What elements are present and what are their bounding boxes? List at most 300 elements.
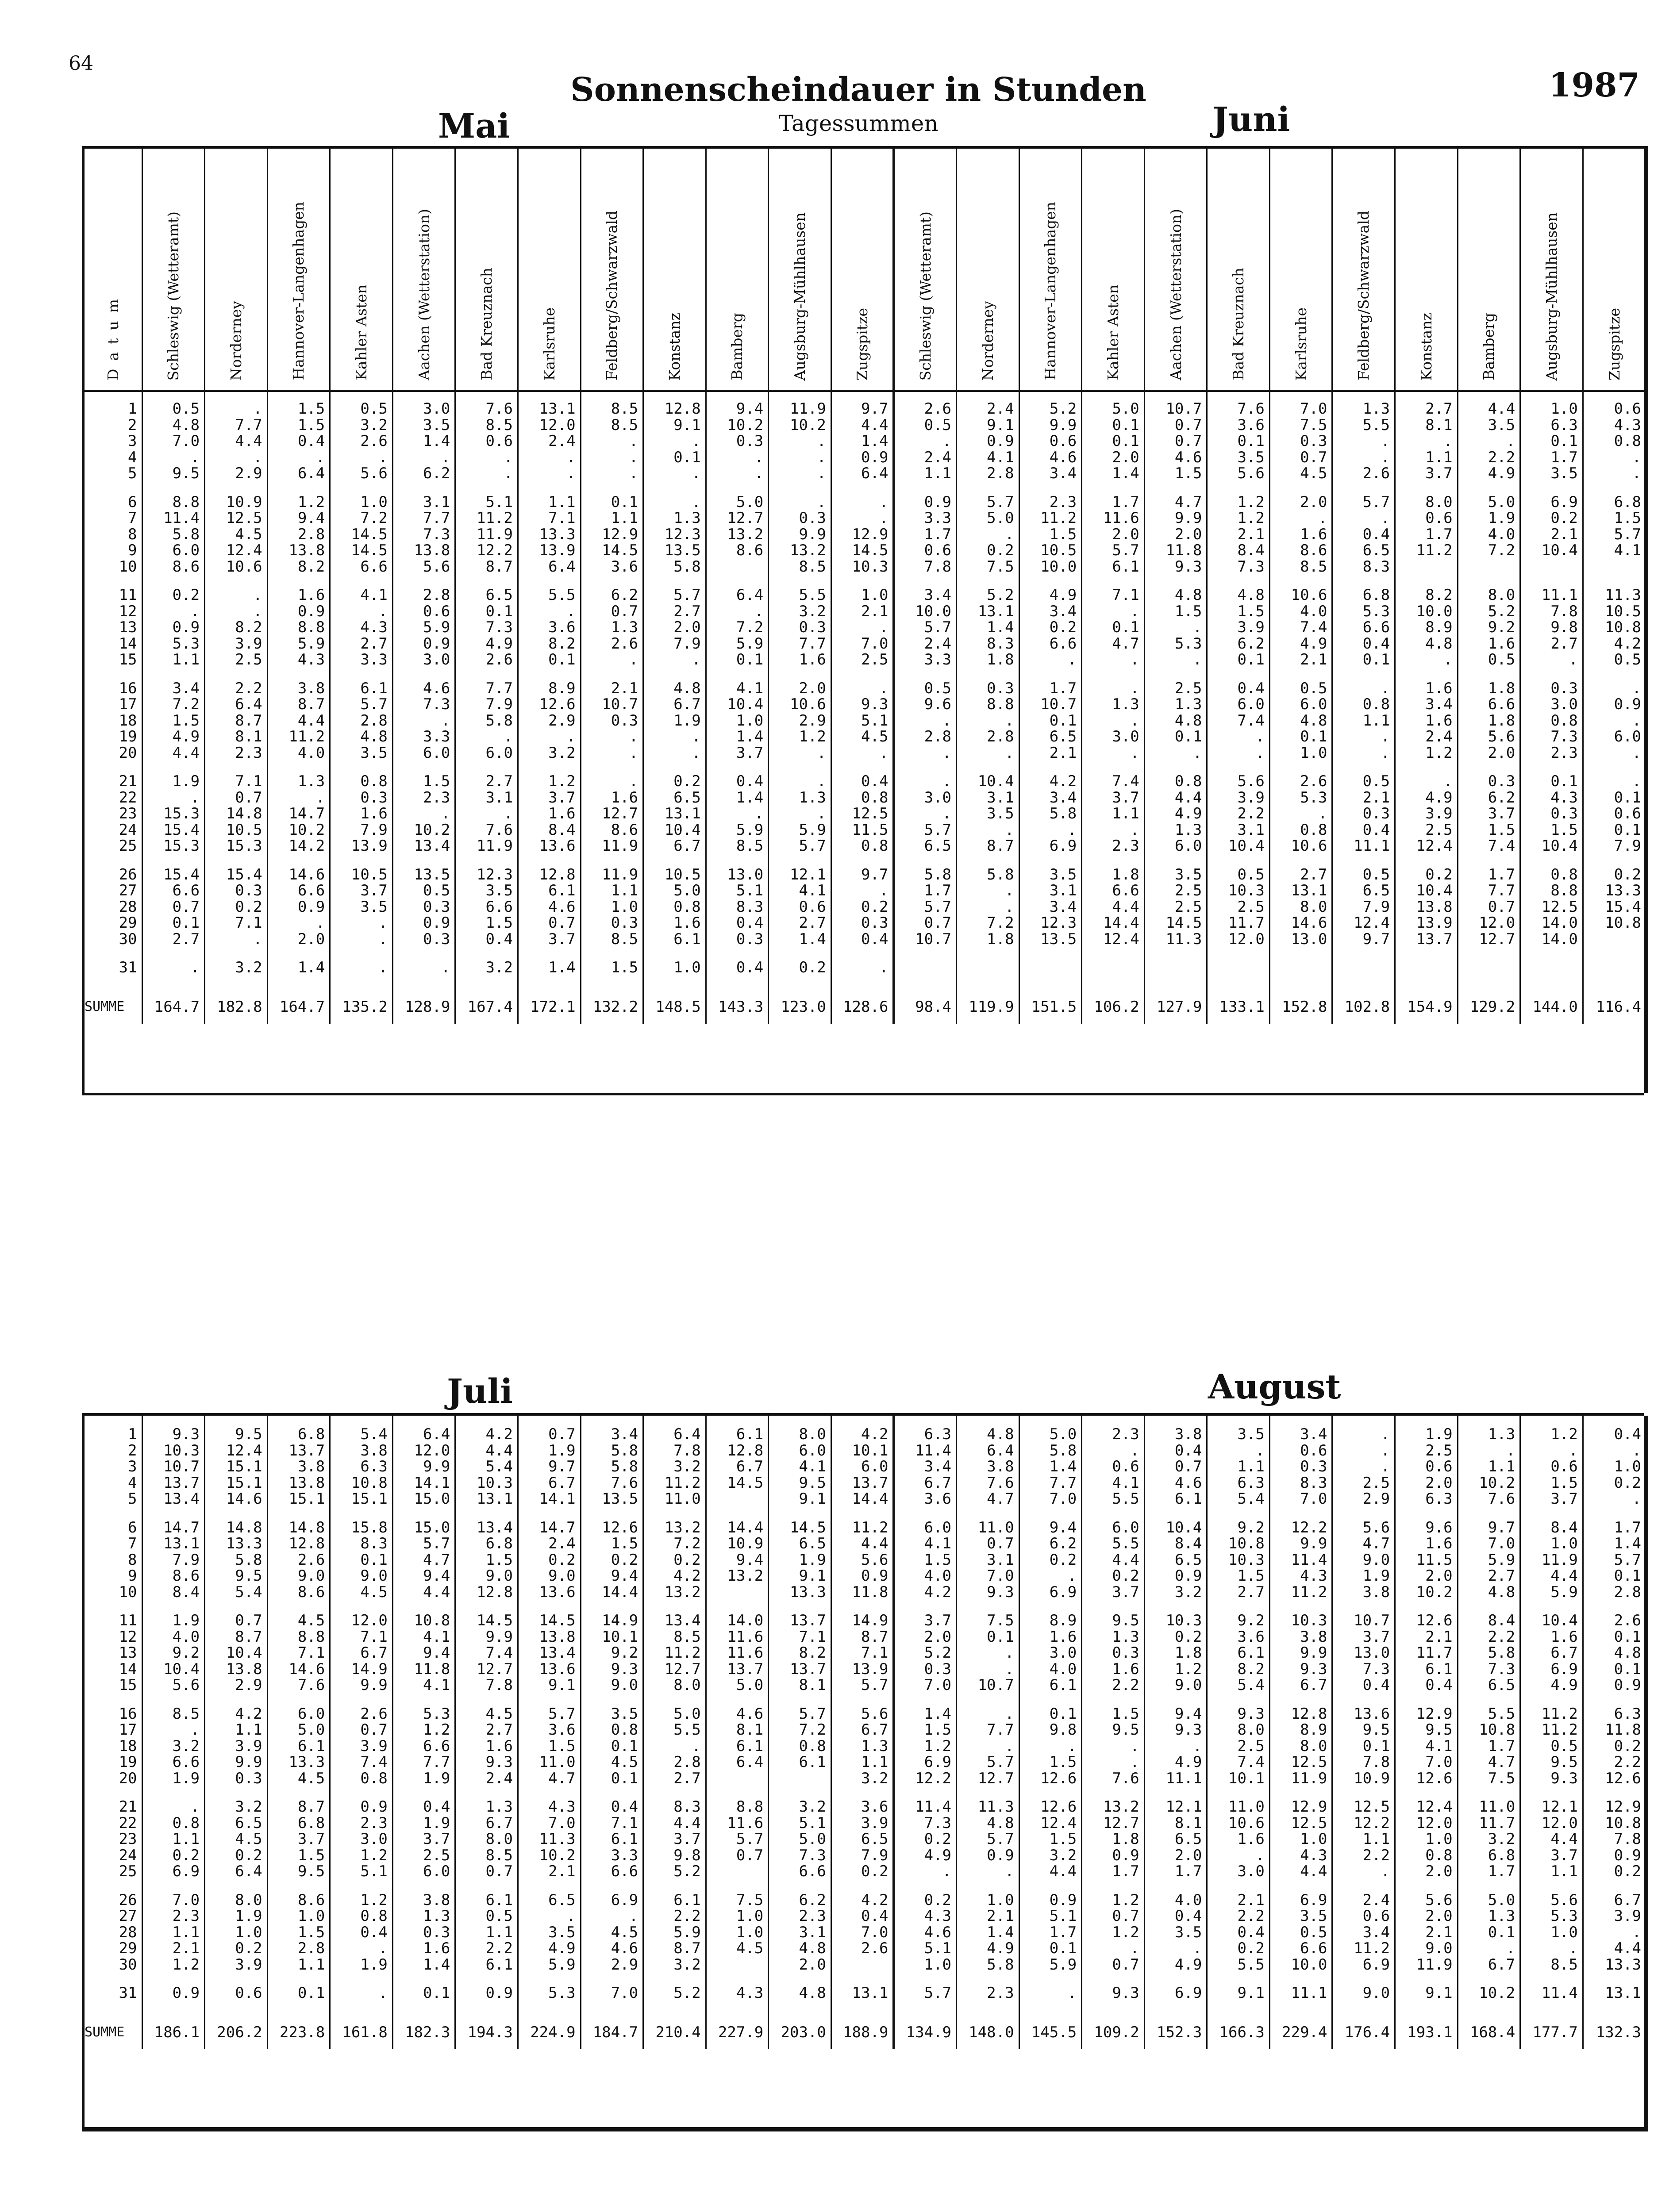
daily-values: . 3.0 . 5.7 6.5 (894, 761, 957, 854)
daily-values: 0.4 7.1 6.1 3.3 6.6 (581, 1786, 643, 1880)
daily-values: 3.5 2.5 2.5 14.5 11.3 (1144, 854, 1207, 948)
daily-values: 9.3 8.0 2.5 7.4 10.1 (1207, 1694, 1270, 1787)
daily-values: 4.8 1.5 . 5.3 . (1144, 575, 1207, 668)
monthly-sum: 176.4 (1332, 2001, 1395, 2050)
monthly-sum: 184.7 (581, 2001, 643, 2050)
daily-values: 7.5 1.0 1.0 4.5 (706, 1880, 769, 1973)
daily-values: 12.6 2.1 11.7 6.1 0.4 (1395, 1600, 1458, 1694)
monthly-sum: 128.9 (392, 976, 455, 1024)
daily-values: 4.6 8.1 6.1 6.4 (706, 1694, 769, 1787)
station-column-header (267, 149, 330, 391)
daily-values: 13.7 7.1 8.2 13.7 8.1 (769, 1600, 831, 1694)
daily-values: 2.6 0.5 . 2.4 1.1 (894, 391, 957, 482)
daily-values: 7.5 0.1 . . 10.7 (957, 1600, 1019, 1694)
daily-values: 1.0 2.1 1.4 4.9 5.8 (957, 1880, 1019, 1973)
daily-values: 3.5 0.8 0.1 4.5 0.1 (581, 1694, 643, 1787)
day-group-row (85, 1417, 1646, 1507)
station-name: Hannover-Langenhagen (290, 202, 308, 380)
daily-values: 12.9 9.5 4.1 7.0 12.6 (1395, 1694, 1458, 1787)
daily-values: 10.3 3.8 9.9 9.3 6.7 (1269, 1600, 1332, 1694)
daily-values: 4.6 7.3 . 3.3 6.0 (392, 668, 455, 761)
blank-band (82, 1093, 1648, 1416)
date-column-header (85, 149, 142, 391)
station-column-header (643, 149, 706, 391)
daily-values: 9.7 4.4 1.4 0.9 6.4 (831, 391, 894, 482)
daily-values: 5.5 3.2 0.3 7.7 1.6 (769, 575, 831, 668)
daily-values: 5.7 (894, 1973, 957, 2001)
daily-values: 6.9 3.5 0.5 6.6 10.0 (1269, 1880, 1332, 1973)
daily-values: 3.2 (205, 947, 268, 976)
daily-values: 4.8 6.7 1.9 . . (643, 668, 706, 761)
daily-values: 1.2 0.7 1.2 . 0.7 (1082, 1880, 1145, 1973)
monthly-sum: 194.3 (455, 2001, 518, 2050)
daily-values: . (1019, 1973, 1082, 2001)
day-numbers: 16 17 18 19 20 (119, 1705, 137, 1787)
daily-values (1082, 947, 1145, 976)
month-title-june: Juni (1212, 100, 1290, 139)
daily-values: 2.1 10.7 0.3 . . (581, 668, 643, 761)
daily-values: 5.1 11.2 11.9 12.2 8.7 (455, 482, 518, 575)
daily-values: 1.6 0.9 8.8 5.9 4.3 (267, 575, 330, 668)
station-name: Bad Kreuznach (1230, 268, 1247, 380)
daily-values: 9.7 7.0 5.9 2.7 4.8 (1458, 1507, 1520, 1601)
daily-values: 12.6 12.4 1.5 3.2 4.4 (1019, 1786, 1082, 1880)
day-numbers: 21 22 23 24 25 (119, 772, 137, 855)
daily-values: 9.0 (1332, 1973, 1395, 2001)
daily-values: 0.5 2.1 0.3 0.4 11.1 (1332, 761, 1395, 854)
daily-values: 14.5 13.8 13.4 13.6 9.1 (518, 1600, 581, 1694)
day-group-row (85, 575, 1646, 668)
station-column-header (957, 149, 1019, 391)
daily-values: 0.4 (706, 947, 769, 976)
daily-values: 9.3 10.3 10.7 13.7 13.4 (142, 1417, 205, 1507)
daily-values: 3.5 . 1.1 6.3 5.4 (1207, 1417, 1270, 1507)
station-column-header (142, 149, 205, 391)
daily-values: . 0.8 1.1 0.2 6.9 (142, 1786, 205, 1880)
daily-values: 2.1 2.2 0.4 0.2 5.5 (1207, 1880, 1270, 1973)
daily-values: 7.7 7.9 5.8 . 6.0 (455, 668, 518, 761)
station-column-header (205, 149, 268, 391)
day-numbers: 6 7 8 9 10 (119, 493, 137, 576)
day-numbers: 26 27 28 29 30 (119, 1891, 137, 1974)
daily-values: 6.3 11.4 3.4 6.7 3.6 (894, 1417, 957, 1507)
daily-values: 14.6 6.6 0.9 . 2.0 (267, 854, 330, 948)
daily-values (1458, 947, 1520, 976)
station-column-header (1269, 149, 1332, 391)
daily-values: 6.1 5.7 2.8 4.8 3.5 (330, 668, 393, 761)
station-name: Aachen (Wetterstation) (1167, 209, 1185, 380)
station-column-header (1207, 149, 1270, 391)
daily-values: 4.8 6.4 3.8 7.6 4.7 (957, 1417, 1019, 1507)
day-numbers: 21 22 23 24 25 (119, 1798, 137, 1880)
monthly-sum: 129.2 (1458, 976, 1520, 1024)
station-name: Bamberg (728, 313, 746, 380)
daily-values: 4.2 1.1 3.9 9.9 0.3 (205, 1694, 268, 1787)
day-group-row (85, 761, 1646, 854)
station-name: Konstanz (1417, 312, 1435, 380)
daily-values: 9.4 6.2 0.2 . 6.9 (1019, 1507, 1082, 1601)
station-name: Schleswig (Wetteramt) (165, 211, 182, 380)
daily-values: 3.8 0.4 0.7 4.6 6.1 (1144, 1417, 1207, 1507)
daily-values: 0.1 (267, 1973, 330, 2001)
daily-values: 6.8 1.5 5.7 4.1 (1583, 482, 1646, 575)
monthly-sum: 132.2 (581, 976, 643, 1024)
daily-values: 5.2 9.9 0.6 4.6 3.4 (1019, 391, 1082, 482)
daily-values: 1.9 4.0 9.2 10.4 5.6 (142, 1600, 205, 1694)
daily-values: 10.7 0.7 0.7 4.6 1.5 (1144, 391, 1207, 482)
daily-values: 14.5 9.9 7.4 12.7 7.8 (455, 1600, 518, 1694)
daily-values: 0.4 1.4 . 5.9 8.5 (706, 761, 769, 854)
daily-values: . (330, 947, 393, 976)
daily-values: . 4.9 3.9 2.5 12.4 (1395, 761, 1458, 854)
year-label: 1987 (1549, 66, 1640, 104)
monthly-sum: 134.9 (894, 2001, 957, 2050)
daily-values: 2.7 3.1 . 7.6 11.9 (455, 761, 518, 854)
monthly-sum: 106.2 (1082, 976, 1145, 1024)
monthly-sum: 151.5 (1019, 976, 1082, 1024)
station-column-header (392, 149, 455, 391)
daily-values: 0.9 3.3 1.7 0.6 7.8 (894, 482, 957, 575)
page-title: Sonnenscheindauer in Stunden (570, 71, 1146, 109)
daily-values: 6.8 5.3 6.6 0.4 0.1 (1332, 575, 1395, 668)
page-number: 64 (69, 52, 93, 75)
daily-values: 5.7 3.6 1.5 11.0 4.7 (518, 1694, 581, 1787)
daily-values: 14.8 12.8 2.6 9.0 8.6 (267, 1507, 330, 1601)
daily-values: 1.2 . 0.6 1.5 3.7 (1520, 1417, 1583, 1507)
station-name: Karlsruhe (1292, 307, 1310, 380)
daily-values: 14.4 10.9 9.4 13.2 (706, 1507, 769, 1601)
daily-values: 0.4 0.8 12.5 11.5 0.8 (831, 761, 894, 854)
daily-values: 10.3 0.2 1.8 1.2 9.0 (1144, 1600, 1207, 1694)
monthly-sum: 166.3 (1207, 2001, 1270, 2050)
daily-values: 12.9 10.8 7.8 0.9 0.2 (1583, 1786, 1646, 1880)
daily-values: 5.6 6.7 1.3 1.1 3.2 (831, 1694, 894, 1787)
daily-values (1019, 947, 1082, 976)
station-column-header (831, 149, 894, 391)
daily-values: 5.6 5.3 1.0 . 8.5 (1520, 1880, 1583, 1973)
daily-values: . (392, 947, 455, 976)
station-name: Norderney (227, 300, 245, 380)
daily-values: . 0.9 . 6.0 . (1583, 668, 1646, 761)
month-title-july: Juli (447, 1371, 513, 1411)
daily-values: 0.2 10.4 13.8 13.9 13.7 (1395, 854, 1458, 948)
daily-values: 10.4 1.6 6.7 6.9 4.9 (1520, 1600, 1583, 1694)
daily-values: 4.1 . 4.3 2.7 3.3 (330, 575, 393, 668)
daily-values: 5.4 3.8 6.3 10.8 15.1 (330, 1417, 393, 1507)
daily-values: . 0.3 9.9 13.2 8.5 (769, 482, 831, 575)
daily-values: 12.5 12.2 1.1 2.2 . (1332, 1786, 1395, 1880)
daily-values: 4.2 10.1 6.0 13.7 14.4 (831, 1417, 894, 1507)
daily-values: 0.2 13.3 15.4 10.8 (1583, 854, 1646, 948)
station-name: Augsburg-Mühlhausen (791, 212, 809, 380)
daily-values: 8.8 11.4 5.8 6.0 8.6 (142, 482, 205, 575)
station-column-header (330, 149, 393, 391)
monthly-sum: 193.1 (1395, 2001, 1458, 2050)
daily-values: 0.1 1.1 12.9 14.5 3.6 (581, 482, 643, 575)
month-title-may: Mai (438, 106, 510, 146)
daily-values: 6.0 5.5 4.4 0.2 3.7 (1082, 1507, 1145, 1601)
daily-values: 5.7 2.7 2.0 7.9 . (643, 575, 706, 668)
daily-values: 5.6 4.7 9.0 1.9 3.8 (1332, 1507, 1395, 1601)
daily-values: 5.0 5.8 1.4 7.7 7.0 (1019, 1417, 1082, 1507)
monthly-sum: 127.9 (1144, 976, 1207, 1024)
daily-values: 10.4 3.1 3.5 . 8.7 (957, 761, 1019, 854)
daily-values: . 1.3 . 3.0 . (1082, 668, 1145, 761)
daily-values: 8.0 0.6 1.7 11.2 (1395, 482, 1458, 575)
daily-values: 3.2 (455, 947, 518, 976)
monthly-sum: 145.5 (1019, 2001, 1082, 2050)
day-numbers: 31 (119, 959, 137, 976)
daily-values: 0.5 10.3 2.5 11.7 12.0 (1207, 854, 1270, 948)
daily-values: 1.0 (643, 947, 706, 976)
monthly-sum: 168.4 (1458, 2001, 1520, 2050)
daily-values: 5.7 . 0.4 6.5 8.3 (1332, 482, 1395, 575)
monthly-sum: 203.0 (769, 2001, 831, 2050)
monthly-sum: 182.3 (392, 2001, 455, 2050)
daily-values: 7.6 8.5 0.6 . . (455, 391, 518, 482)
monthly-sum: 164.7 (267, 976, 330, 1024)
daily-values: 6.8 13.7 3.8 13.8 15.1 (267, 1417, 330, 1507)
daily-values: 12.4 12.0 1.0 0.8 2.0 (1395, 1786, 1458, 1880)
daily-values: 4.2 4.4 5.4 10.3 13.1 (455, 1417, 518, 1507)
station-name: Bamberg (1480, 313, 1498, 380)
daily-values: 6.7 3.9 . 4.4 13.3 (1583, 1880, 1646, 1973)
day-group-row (85, 1694, 1646, 1787)
daily-values: 11.3 4.8 5.7 0.9 . (957, 1786, 1019, 1880)
daily-values: 10.2 (1458, 1973, 1520, 2001)
sum-row (85, 2001, 1646, 2050)
daily-values: 8.4 1.0 11.9 4.4 5.9 (1520, 1507, 1583, 1601)
daily-values: 6.4 . 7.2 5.9 0.1 (706, 575, 769, 668)
daily-values: 14.9 10.1 9.2 9.3 9.0 (581, 1600, 643, 1694)
station-name: Konstanz (665, 312, 683, 380)
daily-values: 0.2 4.3 4.6 5.1 1.0 (894, 1880, 957, 1973)
daily-values: 15.4 6.6 0.7 0.1 2.7 (142, 854, 205, 948)
monthly-sum: 188.9 (831, 2001, 894, 2050)
daily-values: 3.5 3.1 3.4 12.3 13.5 (1019, 854, 1082, 948)
daily-values: 5.2 (643, 1973, 706, 2001)
daily-values: 0.3 6.2 3.7 1.5 7.4 (1458, 761, 1520, 854)
daily-values: 2.6 0.1 4.8 0.1 0.9 (1583, 1600, 1646, 1694)
daily-values: 4.9 3.4 0.2 6.6 . (1019, 575, 1082, 668)
daily-values: 1.3 5.5 . . 2.6 (1332, 391, 1395, 482)
table-may-june (85, 149, 1646, 1024)
monthly-sum: 98.4 (894, 976, 957, 1024)
daily-values: 7.6 3.6 0.1 3.5 5.6 (1207, 391, 1270, 482)
daily-values: 4.3 (706, 1973, 769, 2001)
date-header-label: Datum (104, 291, 122, 380)
daily-values: 4.8 (769, 1973, 831, 2001)
daily-values: 1.3 6.7 8.0 8.5 0.7 (455, 1786, 518, 1880)
day-group-row (85, 947, 1646, 976)
monthly-sum: 133.1 (1207, 976, 1270, 1024)
daily-values: 9.1 (1395, 1973, 1458, 2001)
daily-values: 1.8 6.6 1.8 5.6 2.0 (1458, 668, 1520, 761)
daily-values: 9.7 . 0.2 0.3 0.4 (831, 854, 894, 948)
daily-values: 4.0 0.4 3.5 . 4.9 (1144, 1880, 1207, 1973)
daily-values (1583, 947, 1646, 976)
daily-values (1207, 947, 1270, 976)
monthly-sum: 172.1 (518, 976, 581, 1024)
station-name: Norderney (979, 300, 996, 380)
daily-values: . 1.6 12.7 8.6 11.9 (581, 761, 643, 854)
daily-values: 10.5 3.7 3.5 . . (330, 854, 393, 948)
daily-values: 13.2 7.2 0.2 4.2 13.2 (643, 1507, 706, 1601)
daily-values: 6.5 . 3.5 4.9 5.9 (518, 1880, 581, 1973)
daily-values: 6.4 7.8 3.2 11.2 11.0 (643, 1417, 706, 1507)
daily-values: 0.5 4.8 7.0 . 9.5 (142, 391, 205, 482)
daily-values: 0.9 (455, 1973, 518, 2001)
daily-values: 0.7 8.7 10.4 13.8 2.9 (205, 1600, 268, 1694)
daily-values: 0.1 (392, 1973, 455, 2001)
monthly-sum: 167.4 (455, 976, 518, 1024)
station-column-header (1520, 149, 1583, 391)
monthly-sum: 182.8 (205, 976, 268, 1024)
daily-values: 1.0 6.3 0.1 1.7 3.5 (1520, 391, 1583, 482)
daily-values: 11.0 11.7 3.2 6.8 1.7 (1458, 1786, 1520, 1880)
daily-values: 4.5 8.8 7.1 14.6 7.6 (267, 1600, 330, 1694)
day-group-row (85, 1973, 1646, 2001)
daily-values: 9.4 10.2 0.3 . . (706, 391, 769, 482)
daily-values: 12.9 12.5 1.0 4.3 4.4 (1269, 1786, 1332, 1880)
daily-values: 8.8 11.6 5.7 0.7 (706, 1786, 769, 1880)
daily-values: 5.7 7.2 0.8 6.1 (769, 1694, 831, 1787)
monthly-sum: 206.2 (205, 2001, 268, 2050)
monthly-sum: 123.0 (769, 976, 831, 1024)
daily-values: 3.4 0.6 0.3 8.3 7.0 (1269, 1417, 1332, 1507)
daily-values: 1.7 10.7 0.1 6.5 2.1 (1019, 668, 1082, 761)
daily-values: 9.1 (1207, 1973, 1270, 2001)
daily-values: 1.7 11.6 2.0 5.7 6.1 (1082, 482, 1145, 575)
daily-values: 6.0 4.1 1.5 4.0 4.2 (894, 1507, 957, 1601)
monthly-sum: 102.8 (1332, 976, 1395, 1024)
daily-values: 11.2 4.4 5.6 0.9 11.8 (831, 1507, 894, 1601)
daily-values: 7.4 3.7 1.1 . 2.3 (1082, 761, 1145, 854)
daily-values: 13.4 6.8 1.5 9.0 12.8 (455, 1507, 518, 1601)
daily-values: 14.0 11.6 11.6 13.7 5.0 (706, 1600, 769, 1694)
day-numbers: 1 2 3 4 5 (128, 400, 137, 482)
daily-values: 0.4 1.9 3.7 2.5 6.0 (392, 1786, 455, 1880)
station-column-header (1019, 149, 1082, 391)
day-group-row (85, 668, 1646, 761)
daily-values: 5.8 . . 7.2 1.8 (957, 854, 1019, 948)
daily-values: 11.4 (1520, 1973, 1583, 2001)
monthly-sum: 143.3 (706, 976, 769, 1024)
daily-values: 0.6 4.3 0.8 . . (1583, 391, 1646, 482)
station-column-header (1458, 149, 1520, 391)
station-name: Hannover-Langenhagen (1042, 202, 1059, 380)
monthly-sum: 161.8 (330, 2001, 393, 2050)
daily-values: 3.2 5.1 5.0 7.3 6.6 (769, 1786, 831, 1880)
daily-values: 9.3 (1082, 1973, 1145, 2001)
daily-values: 12.1 8.1 6.5 2.0 1.7 (1144, 1786, 1207, 1880)
daily-values: 3.8 1.3 0.3 1.6 1.4 (392, 1880, 455, 1973)
daily-values: 8.0 6.0 4.1 9.5 9.1 (769, 1417, 831, 1507)
station-name: Zugspitze (1606, 307, 1623, 380)
daily-values: 0.9 (142, 1973, 205, 2001)
daily-values: 5.2 13.1 1.4 8.3 1.8 (957, 575, 1019, 668)
day-numbers: 11 12 13 14 15 (119, 1612, 137, 1694)
sum-label: SUMME (85, 999, 125, 1015)
daily-values: 9.4 9.3 . 4.9 11.1 (1144, 1694, 1207, 1787)
daily-values: 3.4 5.8 5.8 7.6 13.5 (581, 1417, 643, 1507)
daily-values: 2.8 0.6 5.9 0.9 3.0 (392, 575, 455, 668)
daily-values: 3.4 7.2 1.5 4.9 4.4 (142, 668, 205, 761)
daily-values: 2.7 8.1 . 1.1 3.7 (1395, 391, 1458, 482)
daily-values: 7.1 . 0.1 4.7 . (1082, 575, 1145, 668)
daily-values: 1.7 1.4 5.7 0.1 2.8 (1583, 1507, 1646, 1601)
day-numbers: 16 17 18 19 20 (119, 679, 137, 762)
monthly-sum: 229.4 (1269, 2001, 1332, 2050)
daily-values: 1.6 3.4 1.6 2.4 1.2 (1395, 668, 1458, 761)
daily-values: . 7.7 . 5.7 12.7 (957, 1694, 1019, 1787)
daily-values: 11.1 (1269, 1973, 1332, 2001)
daily-values: 0.7 1.9 9.7 6.7 14.1 (518, 1417, 581, 1507)
daily-values: 1.7 7.7 0.7 12.0 12.7 (1458, 854, 1520, 948)
monthly-sum: 119.9 (957, 976, 1019, 1024)
daily-values: 4.5 2.7 1.6 9.3 2.4 (455, 1694, 518, 1787)
daily-values: 6.3 11.8 0.2 2.2 12.6 (1583, 1694, 1646, 1787)
daily-values: 11.9 1.1 1.0 0.3 8.5 (581, 854, 643, 948)
monthly-sum: 148.5 (643, 976, 706, 1024)
daily-values: 1.2 9.4 2.8 13.8 8.2 (267, 482, 330, 575)
daily-values: 8.9 12.6 2.9 . 3.2 (518, 668, 581, 761)
daily-values: 12.8 8.9 8.0 12.5 11.9 (1269, 1694, 1332, 1787)
daily-values: 15.0 5.7 4.7 9.4 4.4 (392, 1507, 455, 1601)
daily-values: 0.8 0.3 1.6 7.9 13.9 (330, 761, 393, 854)
blank-band-edge (1644, 1093, 1653, 1416)
daily-values: 1.9 2.5 0.6 2.0 6.3 (1395, 1417, 1458, 1507)
daily-values: 0.3 8.8 . 2.8 . (957, 668, 1019, 761)
daily-values: 10.7 3.7 13.0 7.3 0.4 (1332, 1600, 1395, 1694)
daily-values: . 0.8 1.1 . . (1332, 668, 1395, 761)
daily-values: 0.2 6.5 13.1 10.4 6.7 (643, 761, 706, 854)
daily-values: 5.0 1.9 4.0 7.2 (1458, 482, 1520, 575)
daily-values: 6.1 2.2 5.9 8.7 3.2 (643, 1880, 706, 1973)
daily-values: 2.2 6.4 8.7 8.1 2.3 (205, 668, 268, 761)
station-name: Karlsruhe (540, 307, 558, 380)
daily-values: 14.9 8.7 7.1 13.9 5.7 (831, 1600, 894, 1694)
daily-values: 0.5 6.5 7.9 12.4 9.7 (1332, 854, 1395, 948)
daily-values: 4.4 3.5 . 2.2 4.9 (1458, 391, 1520, 482)
daily-values: 9.6 1.6 11.5 2.0 10.2 (1395, 1507, 1458, 1601)
daily-values: 14.8 13.3 5.8 9.5 5.4 (205, 1507, 268, 1601)
daily-values: 4.7 9.9 2.0 11.8 9.3 (1144, 482, 1207, 575)
daily-values: 7.0 2.3 1.1 2.1 1.2 (142, 1880, 205, 1973)
daily-values (1395, 947, 1458, 976)
daily-values: 3.0 3.5 1.4 . 6.2 (392, 391, 455, 482)
daily-values: 4.8 1.5 3.9 6.2 0.1 (1207, 575, 1270, 668)
daily-values: 10.8 4.1 9.4 11.8 4.1 (392, 1600, 455, 1694)
day-group-row (85, 482, 1646, 575)
day-group-row (85, 1786, 1646, 1880)
day-group-row (85, 391, 1646, 482)
daily-values: 4.2 0.4 7.0 2.6 (831, 1880, 894, 1973)
daily-values: 12.8 6.1 4.6 0.7 3.7 (518, 854, 581, 948)
daily-values: . . . 2.5 2.9 (1332, 1417, 1395, 1507)
daily-values: 1.3 . 1.1 10.2 7.6 (1458, 1417, 1520, 1507)
daily-values: 1.4 1.5 1.2 6.9 12.2 (894, 1694, 957, 1787)
daily-values: 1.2 0.8 0.4 . 1.9 (330, 1880, 393, 1973)
daily-values: 1.0 2.1 . 7.0 2.5 (831, 575, 894, 668)
daily-values: 4.3 7.0 11.3 10.2 2.1 (518, 1786, 581, 1880)
station-column-header (1082, 149, 1145, 391)
daily-values: 10.6 4.0 7.4 4.9 2.1 (1269, 575, 1332, 668)
daily-values: 1.1 7.1 13.3 13.9 6.4 (518, 482, 581, 575)
monthly-sum: 154.9 (1395, 976, 1458, 1024)
daily-values: 5.5 . 3.6 8.2 0.1 (518, 575, 581, 668)
monthly-sum: 128.6 (831, 976, 894, 1024)
